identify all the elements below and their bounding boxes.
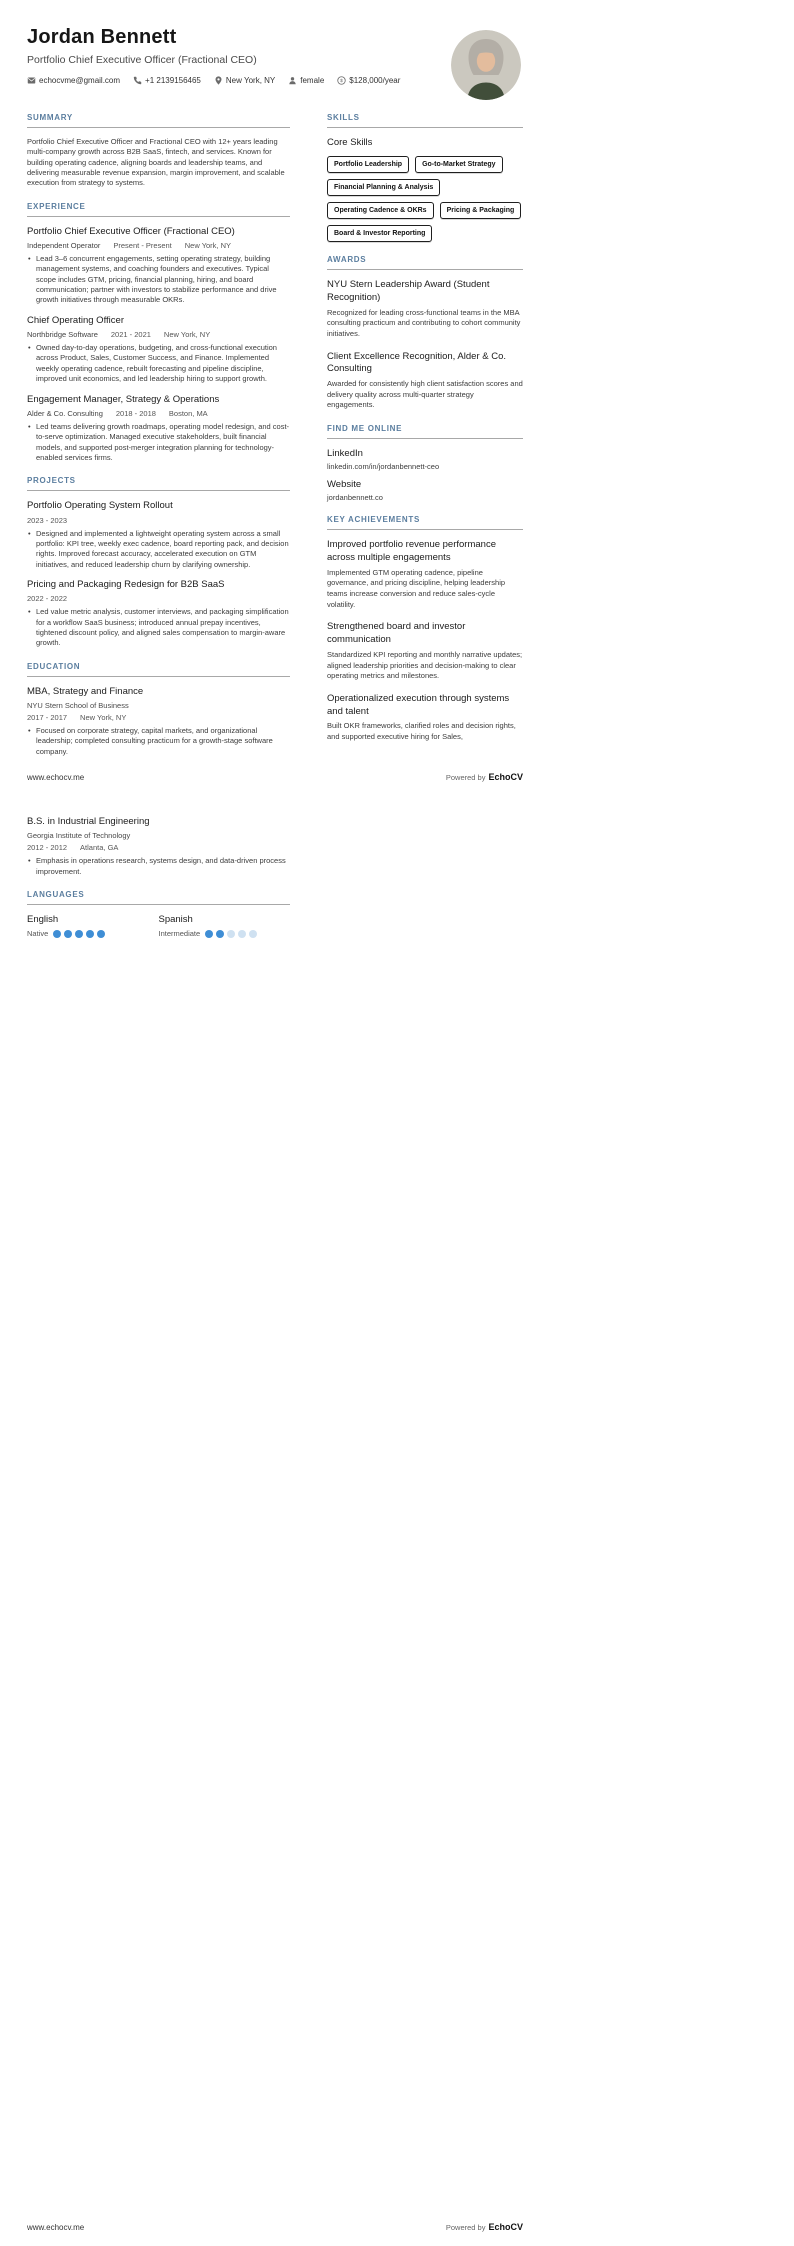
projects-heading: PROJECTS	[27, 476, 290, 491]
education-meta	[27, 843, 290, 852]
powered-by-text: Powered by	[445, 2223, 486, 2232]
contact-location-text: New York, NY	[225, 76, 276, 85]
awards-section	[327, 255, 523, 411]
language-item	[159, 914, 291, 938]
education-meta	[27, 713, 290, 722]
award-title: NYU Stern Leadership Award (Student Recognition)	[327, 279, 490, 303]
brand-link[interactable]: EchoCV	[488, 772, 523, 782]
education-entry	[27, 686, 290, 757]
contact-salary-text: $128,000/year	[349, 76, 401, 85]
date-range: 2017 - 2017	[27, 713, 68, 722]
date-range: 2018 - 2018	[115, 408, 156, 418]
languages-grid	[27, 914, 290, 938]
summary-heading: SUMMARY	[27, 113, 290, 128]
job-title: Engagement Manager, Strategy & Operations	[27, 393, 220, 405]
language-item	[27, 914, 159, 938]
award-title: Client Excellence Recognition, Alder & Co. Consulting	[327, 350, 507, 375]
bullet-point: • Designed and implemented a lightweight operating system across a small portfolio: KPI tree, weekly exec cadence, board reporting pack, and decision rights. Improved forecast accuracy, accelerated execution on GTM initiatives, and reduced leadership churn by clarifying ownership.	[27, 529, 290, 570]
job-title: Portfolio Chief Executive Officer (Fractional CEO)	[27, 225, 235, 237]
date-range: Present - Present	[113, 241, 172, 251]
online-item	[327, 479, 523, 502]
project-title: Portfolio Operating System Rollout	[27, 500, 173, 512]
languages-section	[27, 890, 290, 938]
achievement-item	[327, 621, 523, 682]
experience-entry	[27, 315, 290, 385]
experience-entry	[27, 226, 290, 306]
svg-text:$: $	[340, 79, 344, 85]
skill-tag: Operating Cadence & OKRs	[327, 202, 434, 219]
find-me-online-heading: FIND ME ONLINE	[327, 424, 523, 439]
job-location: New York, NY	[184, 241, 232, 251]
bullet-point: • Led teams delivering growth roadmaps, operating model redesign, and cost-to-serve optimization. Managed executive stakeholders, built financial models, and supported post-merger integration planning for technology-enabled services firms.	[27, 422, 290, 463]
skill-tag: Board & Investor Reporting	[327, 225, 432, 242]
education-entry	[27, 816, 290, 877]
language-level-row	[159, 929, 291, 938]
contact-location	[214, 76, 275, 85]
skills-section	[327, 113, 523, 242]
school-location: New York, NY	[80, 713, 127, 722]
right-column	[327, 113, 523, 951]
language-level: Intermediate	[158, 929, 201, 939]
job-location: Boston, MA	[168, 408, 208, 418]
brand-link[interactable]: EchoCV	[488, 2222, 523, 2232]
skill-tag: Pricing & Packaging	[440, 202, 522, 219]
contact-email-text: echocvme@gmail.com	[39, 76, 121, 85]
dollar-icon	[337, 76, 346, 85]
achievement-title: Operationalized execution through systems and talent	[327, 692, 510, 717]
date-range: 2012 - 2012	[27, 843, 68, 853]
language-level: Native	[27, 929, 49, 939]
degree-title: B.S. in Industrial Engineering	[27, 816, 150, 828]
resume-header	[27, 26, 523, 85]
achievement-text: Implemented GTM operating cadence, pipeline governance, and pricing discipline, helping leadership teams increase conversion and reduce sales-cycle volatility.	[327, 567, 506, 609]
achievement-text: Standardized KPI reporting and monthly narrative updates; aligned leadership priorities and decision-making to clear operating metrics and milestones.	[327, 649, 523, 681]
level-dot	[227, 930, 235, 938]
person-job-title: Portfolio Chief Executive Officer (Fractional CEO)	[27, 54, 257, 66]
avatar	[451, 30, 521, 100]
key-achievements-heading: KEY ACHIEVEMENTS	[327, 515, 523, 530]
level-dot	[75, 930, 83, 938]
online-label: LinkedIn	[327, 448, 363, 460]
award-item	[327, 351, 523, 412]
languages-heading: LANGUAGES	[27, 890, 290, 905]
bullet-point: • Led value metric analysis, customer interviews, and packaging simplification for a workflow SaaS business; introduced annual prepay incentives, tightened discount policy, and aligned sales compensation to margin-aware growth.	[27, 607, 290, 648]
achievement-item	[327, 693, 523, 743]
projects-section	[27, 476, 290, 648]
contact-phone-text: +1 2139156465	[145, 76, 201, 85]
language-name: Spanish	[158, 914, 193, 926]
job-meta	[27, 330, 290, 339]
level-dot	[86, 930, 94, 938]
contact-row	[27, 76, 523, 85]
phone-icon	[133, 76, 142, 85]
date-range: 2021 - 2021	[110, 330, 151, 340]
left-column	[27, 113, 290, 951]
award-item	[327, 279, 523, 340]
find-me-online-section	[327, 424, 523, 502]
achievement-title: Strengthened board and investor communication	[327, 621, 466, 646]
page1-footer	[27, 772, 523, 782]
level-dot	[216, 930, 224, 938]
achievement-title: Improved portfolio revenue performance across multiple engagements	[327, 539, 496, 563]
experience-heading: EXPERIENCE	[27, 202, 290, 217]
school-name: Georgia Institute of Technology	[27, 831, 131, 841]
contact-phone	[133, 76, 201, 85]
education-heading: EDUCATION	[27, 662, 290, 677]
online-label: Website	[327, 479, 362, 491]
award-text: Awarded for consistently high client satisfaction scores and delivery quality across multi-quarter strategy engagements.	[327, 379, 523, 410]
job-meta	[27, 409, 290, 418]
location-pin-icon	[214, 76, 223, 85]
bullet-point: • Emphasis in operations research, systems design, and data-driven process improvement.	[27, 856, 290, 877]
online-url[interactable]: linkedin.com/in/jordanbennett-ceo	[327, 462, 440, 472]
contact-salary	[337, 76, 400, 85]
summary-text: Portfolio Chief Executive Officer and Fractional CEO with 12+ years leading multi-company growth across B2B SaaS, fintech, and services. Known for building operating cadence, aligning boards and leadership teams, and delivering measurable revenue expansion, margin improvement, and scalable execution from strategy to systems.	[27, 137, 285, 188]
level-dot	[238, 930, 246, 938]
summary-section	[27, 113, 290, 189]
school-location: Atlanta, GA	[80, 843, 119, 853]
contact-gender	[288, 76, 324, 85]
project-entry	[27, 579, 290, 649]
skill-tag: Go-to-Market Strategy	[415, 156, 503, 173]
education-section	[27, 662, 290, 877]
degree-title: MBA, Strategy and Finance	[27, 685, 144, 697]
powered-by	[446, 2222, 523, 2232]
company-name: Alder & Co. Consulting	[27, 408, 103, 418]
level-dot	[53, 930, 61, 938]
bullet-point: • Lead 3–6 concurrent engagements, setting operating strategy, building management systems, and coaching founders and executives. Typical scope includes GTM, pricing, financial planning, hiring, and board communication; partner with investors to stabilize performance and drive growth initiatives through measurable OKRs.	[27, 254, 290, 306]
avatar-portrait	[451, 30, 521, 100]
project-meta	[27, 516, 290, 525]
person-icon	[288, 76, 297, 85]
job-title: Chief Operating Officer	[27, 314, 124, 326]
project-meta	[27, 594, 290, 603]
language-level-dots	[53, 930, 105, 938]
job-location: New York, NY	[163, 330, 211, 340]
person-name: Jordan Bennett	[27, 26, 177, 48]
contact-gender-text: female	[300, 76, 325, 85]
bullet-point: • Owned day-to-day operations, budgeting, and cross-functional execution across Product, Sales, Customer Success, and Finance. Implemented weekly operating cadence, rebuilt forecasting and pipeline discipline, improved unit economics, and led leadership hiring to support growth.	[27, 343, 290, 384]
skills-heading: SKILLS	[327, 113, 523, 128]
company-name: Northbridge Software	[27, 330, 98, 340]
skill-tag: Portfolio Leadership	[327, 156, 409, 173]
date-range: 2023 - 2023	[27, 515, 68, 525]
language-name: English	[27, 914, 59, 926]
company-name: Independent Operator	[27, 241, 101, 251]
awards-heading: AWARDS	[327, 255, 523, 270]
contact-email[interactable]	[27, 76, 120, 85]
level-dot	[97, 930, 105, 938]
achievement-item	[327, 539, 523, 610]
online-url[interactable]: jordanbennett.co	[327, 493, 383, 503]
skill-tag: Financial Planning & Analysis	[327, 179, 440, 196]
columns	[27, 113, 523, 951]
powered-by-text: Powered by	[445, 773, 486, 782]
level-dot	[205, 930, 213, 938]
page2-footer	[27, 2222, 523, 2232]
achievement-text: Built OKR frameworks, clarified roles and decision rights, and supported executive hiring for Sales,	[327, 721, 516, 742]
project-title: Pricing and Packaging Redesign for B2B SaaS	[27, 578, 225, 590]
footer-site-link[interactable]: www.echocv.me	[27, 2223, 85, 2232]
award-text: Recognized for leading cross-functional teams in the MBA consulting practicum and contributing to cohort community initiatives.	[327, 307, 521, 338]
powered-by	[446, 772, 523, 782]
experience-section	[27, 202, 290, 464]
job-meta	[27, 241, 290, 250]
project-entry	[27, 500, 290, 570]
level-dot	[64, 930, 72, 938]
language-level-row	[27, 929, 159, 938]
bullet-point: • Focused on corporate strategy, capital markets, and organizational leadership; completed consulting practicum for a growth-stage software company.	[27, 726, 290, 757]
skill-tags	[327, 156, 523, 242]
level-dot	[249, 930, 257, 938]
language-level-dots	[205, 930, 257, 938]
key-achievements-section	[327, 515, 523, 743]
skills-group-label: Core Skills	[327, 137, 373, 148]
footer-site-link[interactable]: www.echocv.me	[27, 773, 85, 782]
school-name: NYU Stern School of Business	[27, 701, 129, 710]
date-range: 2022 - 2022	[27, 594, 68, 604]
email-icon	[27, 76, 36, 85]
online-item	[327, 448, 523, 471]
experience-entry	[27, 394, 290, 464]
